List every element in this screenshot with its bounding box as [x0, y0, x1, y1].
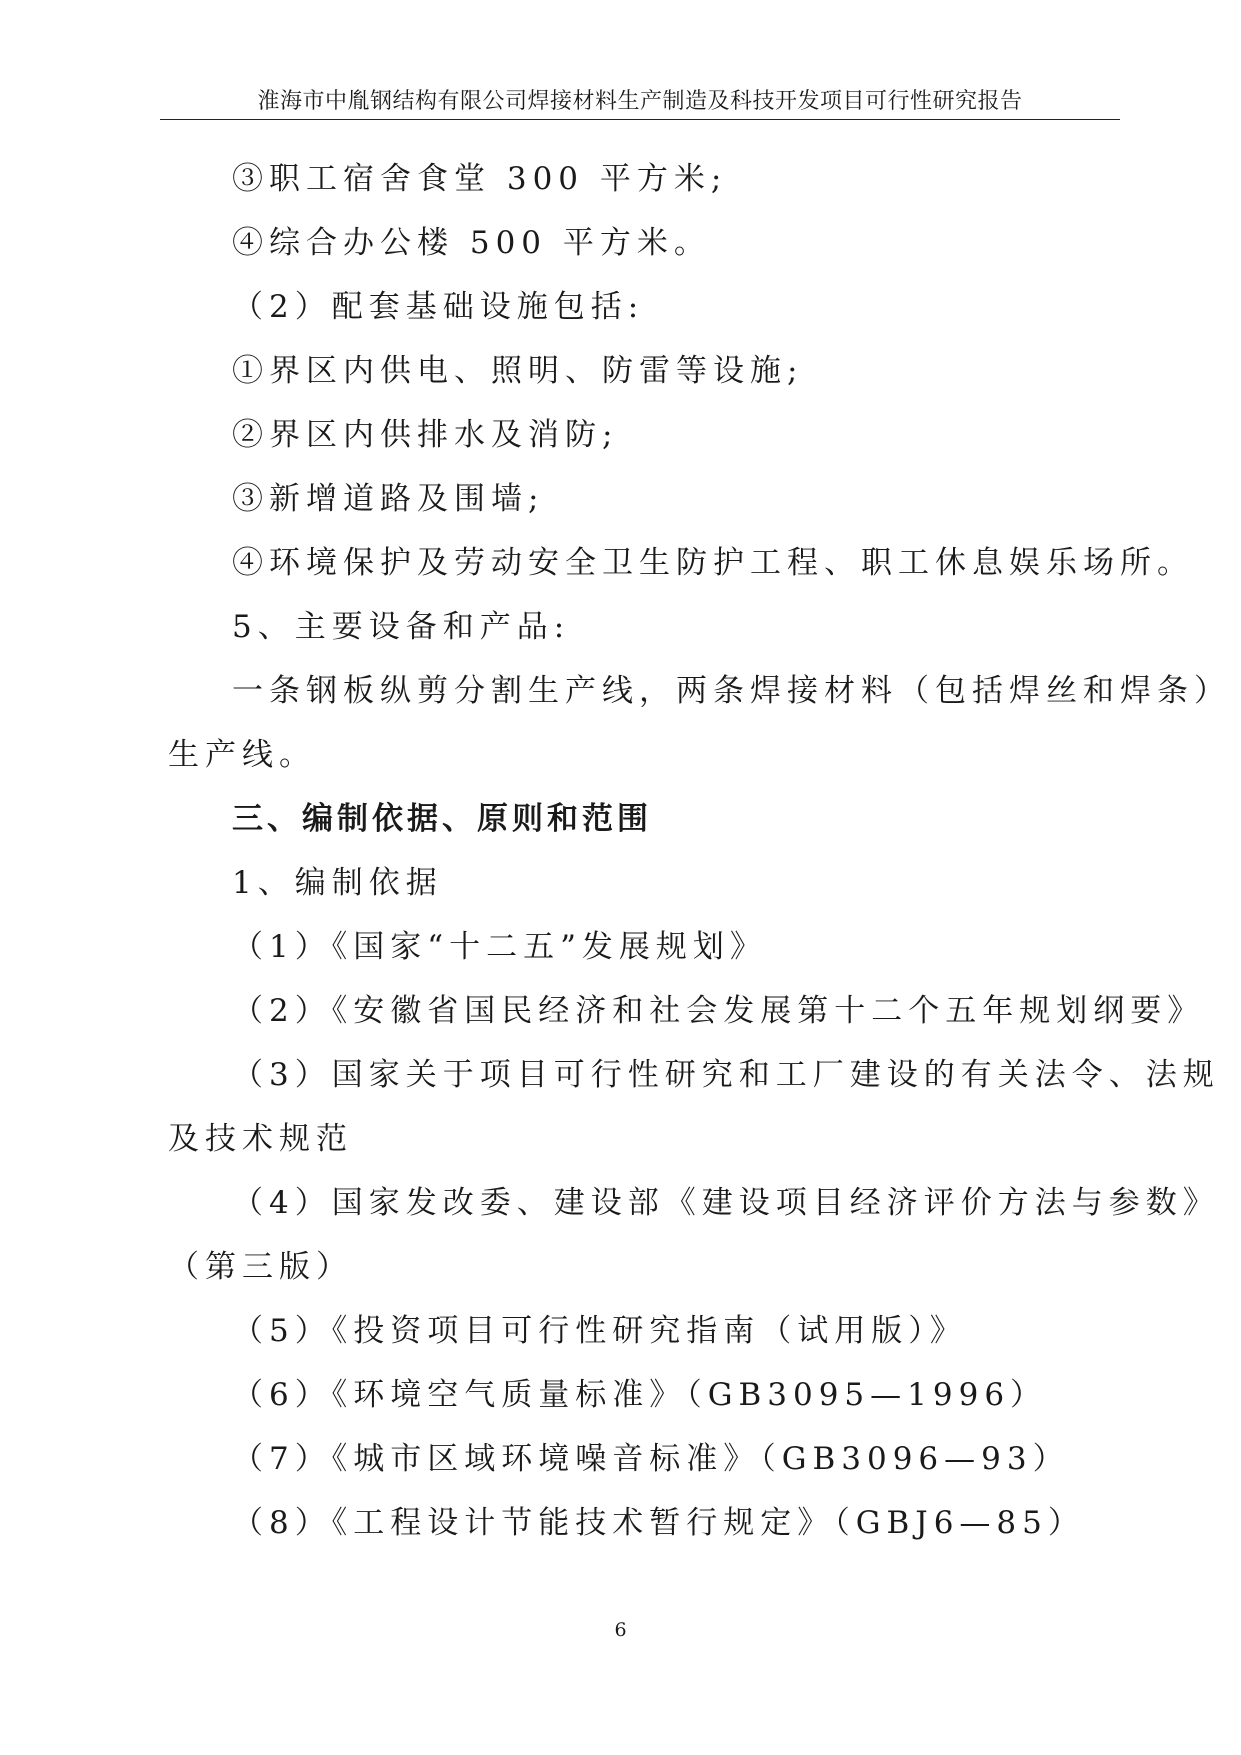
text-line: ④综合办公楼 500 平方米。	[232, 225, 711, 261]
reference-item-continued: （第三版）	[168, 1249, 353, 1285]
text-line: ③新增道路及围墙;	[232, 481, 545, 517]
reference-item: （3）国家关于项目可行性研究和工厂建设的有关法令、法规	[232, 1057, 1220, 1093]
reference-item: （8）《工程设计节能技术暂行规定》（GBJ6—85）	[232, 1505, 1085, 1541]
reference-item-continued: 及技术规范	[168, 1121, 353, 1157]
reference-item: （1）《国家“十二五”发展规划》	[232, 929, 767, 965]
subsection-heading: 1、编制依据	[232, 865, 443, 901]
reference-item: （4）国家发改委、建设部《建设项目经济评价方法与参数》	[232, 1185, 1220, 1221]
page-number: 6	[614, 1619, 627, 1641]
text-line: ③职工宿舍食堂 300 平方米;	[232, 161, 728, 197]
reference-item: （2）《安徽省国民经济和社会发展第十二个五年规划纲要》	[232, 993, 1205, 1029]
running-header: 淮海市中胤钢结构有限公司焊接材料生产制造及科技开发项目可行性研究报告	[257, 89, 1023, 114]
header-rule	[160, 119, 1120, 120]
section-heading: 三、编制依据、原则和范围	[232, 801, 652, 837]
text-line: 一条钢板纵剪分割生产线，两条焊接材料（包括焊丝和焊条）	[232, 673, 1231, 709]
text-line: 5、主要设备和产品:	[232, 609, 571, 645]
reference-item: （6）《环境空气质量标准》（GB3095—1996）	[232, 1377, 1048, 1413]
text-line: ②界区内供排水及消防;	[232, 417, 619, 453]
text-line: ④环境保护及劳动安全卫生防护工程、职工休息娱乐场所。	[232, 545, 1194, 581]
reference-item: （7）《城市区域环境噪音标准》（GB3096—93）	[232, 1441, 1070, 1477]
text-line: 生产线。	[168, 737, 316, 773]
reference-item: （5）《投资项目可行性研究指南（试用版）》	[232, 1313, 967, 1349]
text-line: ①界区内供电、照明、防雷等设施;	[232, 353, 804, 389]
text-line: （2）配套基础设施包括:	[232, 289, 645, 325]
